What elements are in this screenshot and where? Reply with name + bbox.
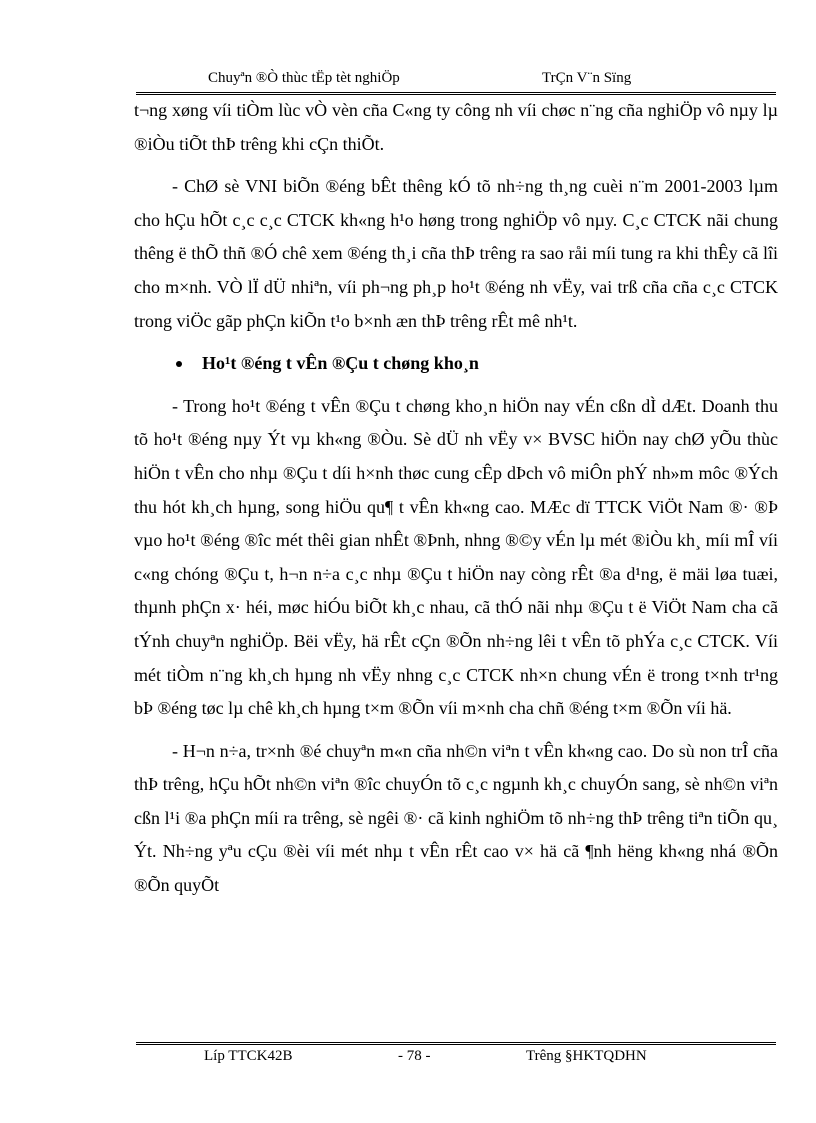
page-number: - 78 - — [398, 1048, 431, 1064]
section-heading-consulting — [134, 347, 778, 381]
section-heading-text: Ho¹t ®éng t vÊn ®Çu t chøng kho¸n — [202, 353, 479, 374]
footer-class: Líp TTCK42B — [204, 1048, 293, 1064]
bullet-icon — [176, 361, 182, 367]
page-body — [134, 94, 778, 903]
header-author: TrÇn V¨n Sïng — [542, 70, 632, 86]
paragraph-staff-qualification: - H¬n n÷a, tr×nh ®é chuyªn m«n cña nh©n viªn t vÊn kh«ng cao. Do sù non trÎ cña thÞ trêng, hÇu hÕt nh©n viªn ®îc chuyÓn tõ c¸c ngµnh kh¸c chuyÓn sang, sè nh©n viªn cßn l¹i ®a phÇn míi ra trêng, sè ngêi ®· cã kinh nghiÖm tõ nh÷ng thÞ trêng tiªn tiÕn qu¸ Ýt. Nh÷ng yªu cÇu ®èi víi mét nhµ t vÊn rÊt cao v× hä cã ¶nh hëng kh«ng nhá ®Õn ®Õn quyÕt — [134, 740, 778, 896]
page-footer — [136, 1042, 776, 1069]
page-header — [136, 68, 776, 95]
footer-school: Trêng §HKTQDHN — [526, 1048, 647, 1064]
paragraph-continuation: t¬ng xøng víi tiÒm lùc vÒ vèn cña C«ng ty công nh víi chøc n¨ng cña nghiÖp vô nµy lµ ®iÒu tiÕt thÞ trêng khi cÇn thiÕt. — [134, 100, 778, 154]
paragraph-consulting-activity: - Trong ho¹t ®éng t vÊn ®Çu t chøng kho¸n hiÖn nay vÉn cßn dÌ dÆt. Doanh thu tõ ho¹t ®éng nµy Ýt vµ kh«ng ®Òu. Sè dÜ nh vËy v× BVSC hiÖn nay chØ yÕu thùc hiÖn t vÊn cho nhµ ®Çu t díi h×nh thøc cung cÊp dÞch vô miÔn phÝ nh»m môc ®Ých thu hót kh¸ch hµng, song hiÖu qu¶ t vÊn kh«ng cao. MÆc dï TTCK ViÖt Nam ®· ®Þ vµo ho¹t ®éng ®îc mét thêi gian nhÊt ®Þnh, nhng ®©y vÉn lµ mét ®iÒu kh¸ míi mÎ víi c«ng chóng ®Çu t, h¬n n÷a c¸c nhµ ®Çu t hiÖn nay còng rÊt ®a d¹ng, ë mäi løa tuæi, thµnh phÇn x· héi, møc hiÓu biÕt kh¸c nhau, cã thÓ nãi nhµ ®Çu t ë ViÖt Nam cha cã tÝnh chuyªn nghiÖp. Bëi vËy, hä rÊt cÇn ®Õn nh÷ng lêi t vÊn tõ phÝa c¸c CTCK. Víi mét tiÒm n¨ng kh¸ch hµng nh vËy nhng c¸c CTCK nh×n chung vÉn ë trong t×nh tr¹ng bÞ ®éng tøc lµ chê kh¸ch hµng t×m ®Õn víi m×nh cha chñ ®éng t×m ®Õn víi hä. — [134, 395, 778, 719]
header-title: Chuyªn ®Ò thùc tËp tèt nghiÖp — [208, 70, 400, 86]
paragraph-vni-index: - ChØ sè VNI biÕn ®éng bÊt thêng kÓ tõ nh÷ng th¸ng cuèi n¨m 2001-2003 lµm cho hÇu hÕt c¸c c¸c CTCK kh«ng h¹o høng trong nghiÖp vô nµy. C¸c CTCK nãi chung thêng ë thÕ thñ ®Ó chê xem ®éng th¸i cña thÞ trêng ra sao råi míi tung ra khi thÊy cã lîi cho m×nh. VÒ lÏ dÜ nhiªn, víi ph¬ng ph¸p ho¹t ®éng nh vËy, vai trß cña cña c¸c CTCK trong viÖc gãp phÇn kiÕn t¹o b×nh æn thÞ trêng rÊt mê nh¹t. — [134, 176, 778, 331]
